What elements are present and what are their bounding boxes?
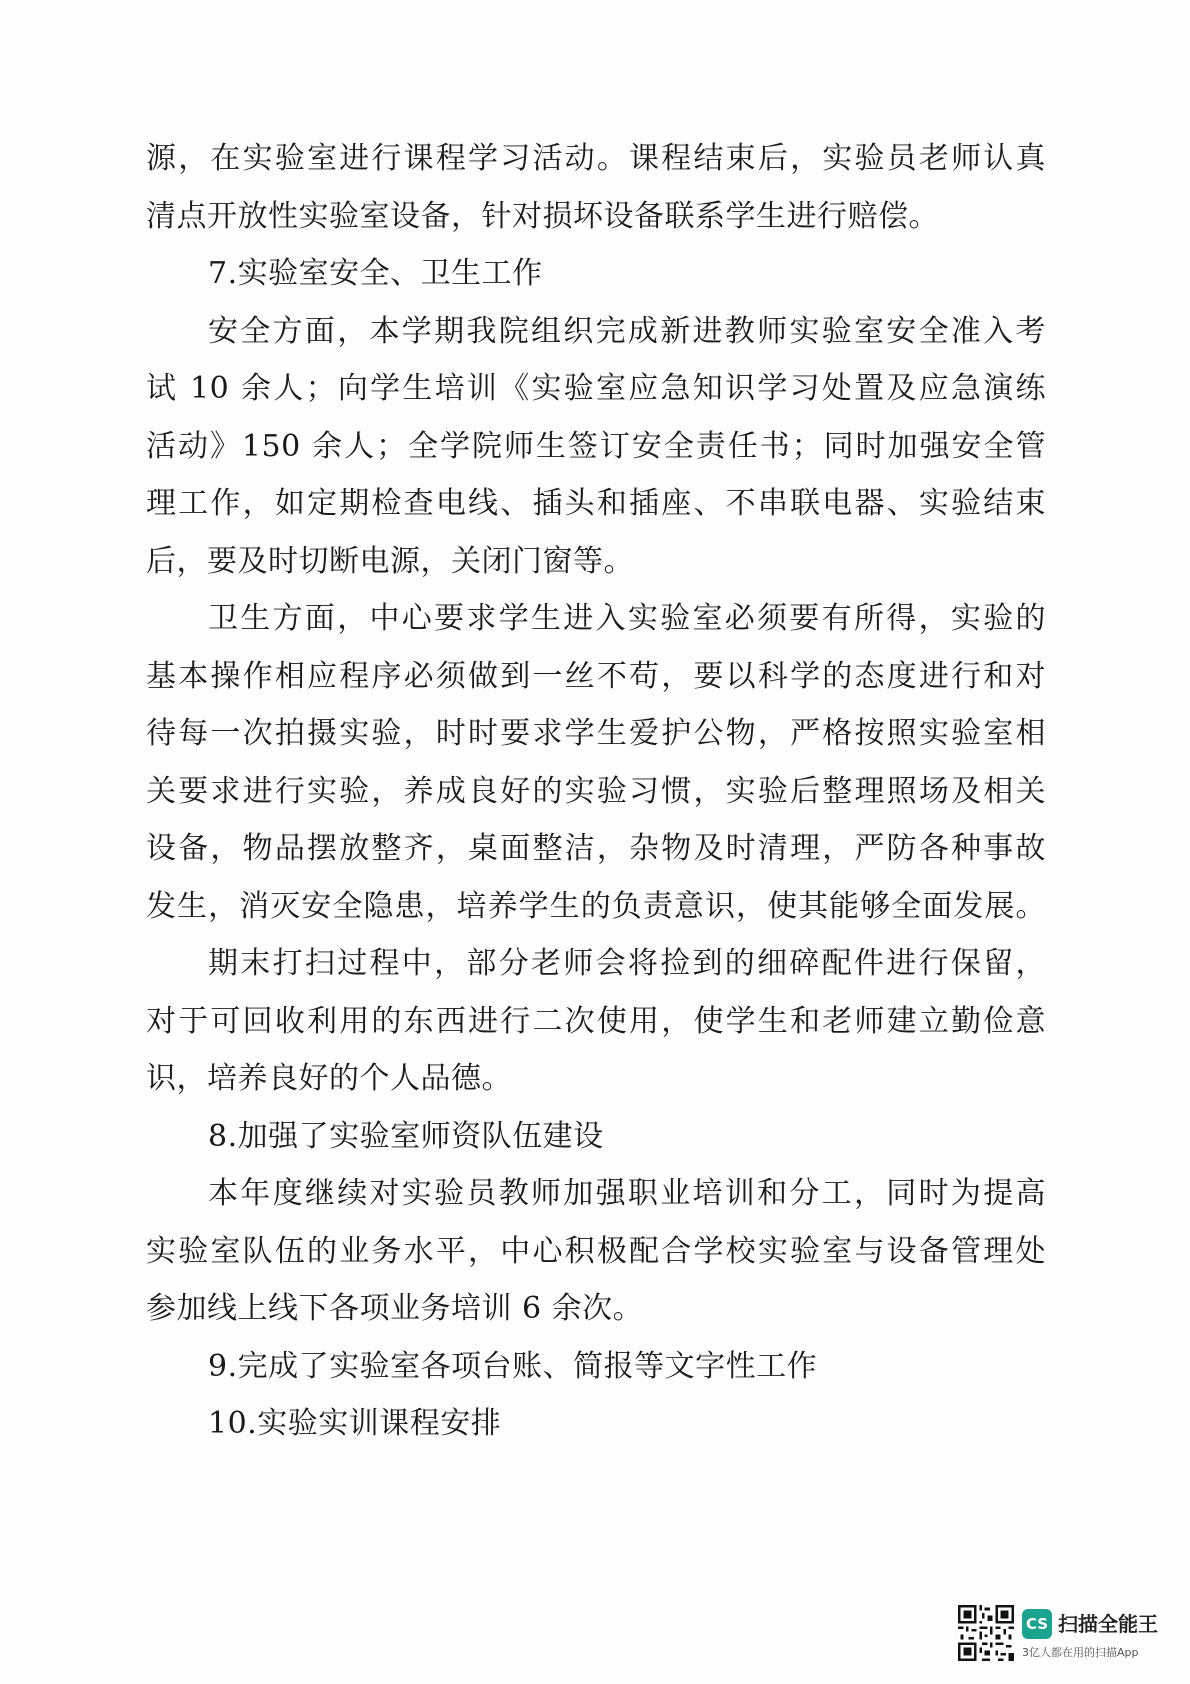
paragraph-line: 理工作，如定期检查电线、插头和插座、不串联电器、实验结束	[146, 486, 1046, 521]
qr-code-icon	[958, 1605, 1014, 1661]
paragraph-line: 基本操作相应程序必须做到一丝不苟，要以科学的态度进行和对	[146, 658, 1046, 694]
section-heading: 10.实验实训课程安排	[208, 1406, 502, 1441]
paragraph-line: 实验室队伍的业务水平，中心积极配合学校实验室与设备管理处	[146, 1233, 1046, 1269]
scanner-watermark	[958, 1605, 1183, 1673]
paragraph-line: 识，培养良好的个人品德。	[146, 1061, 512, 1096]
paragraph-line: 关要求进行实验，养成良好的实验习惯，实验后整理照场及相关	[146, 773, 1046, 809]
section-heading: 7.实验室安全、卫生工作	[208, 256, 543, 291]
brand-name: 扫描全能王	[1058, 1612, 1158, 1636]
paragraph-line: 参加线上线下各项业务培训 6 余次。	[146, 1291, 644, 1326]
paragraph-line: 待每一次拍摄实验，时时要求学生爱护公物，严格按照实验室相	[146, 716, 1046, 751]
section-heading: 9.完成了实验室各项台账、简报等文字性工作	[208, 1348, 818, 1384]
paragraph-line: 期末打扫过程中，部分老师会将捡到的细碎配件进行保留，	[208, 946, 1046, 981]
paragraph-line: 安全方面，本学期我院组织完成新进教师实验室安全准入考	[208, 313, 1046, 349]
document-body	[146, 130, 1046, 1453]
section-heading: 8.加强了实验室师资队伍建设	[208, 1118, 604, 1154]
paragraph-line: 对于可回收利用的东西进行二次使用，使学生和老师建立勤俭意	[146, 1003, 1046, 1039]
paragraph-line: 试 10 余人；向学生培训《实验室应急知识学习处置及应急演练	[146, 371, 1046, 406]
paragraph-line: 发生，消灭安全隐患，培养学生的负责意识，使其能够全面发展。	[146, 888, 1046, 924]
paragraph-line: 活动》150 余人；全学院师生签订安全责任书；同时加强安全管	[146, 428, 1046, 464]
paragraph-line: 设备，物品摆放整齐，桌面整洁，杂物及时清理，严防各种事故	[146, 831, 1046, 866]
paragraph-line: 卫生方面，中心要求学生进入实验室必须要有所得，实验的	[208, 601, 1046, 636]
brand-slogan: 3亿人都在用的扫描App	[1022, 1646, 1139, 1659]
paragraph-line: 源，在实验室进行课程学习活动。课程结束后，实验员老师认真	[146, 141, 1046, 176]
paragraph-line: 本年度继续对实验员教师加强职业培训和分工，同时为提高	[208, 1176, 1046, 1211]
paragraph-line: 清点开放性实验室设备，针对损坏设备联系学生进行赔偿。	[146, 198, 939, 234]
camscanner-logo-icon: CS	[1022, 1609, 1052, 1639]
paragraph-line: 后，要及时切断电源，关闭门窗等。	[146, 543, 634, 579]
